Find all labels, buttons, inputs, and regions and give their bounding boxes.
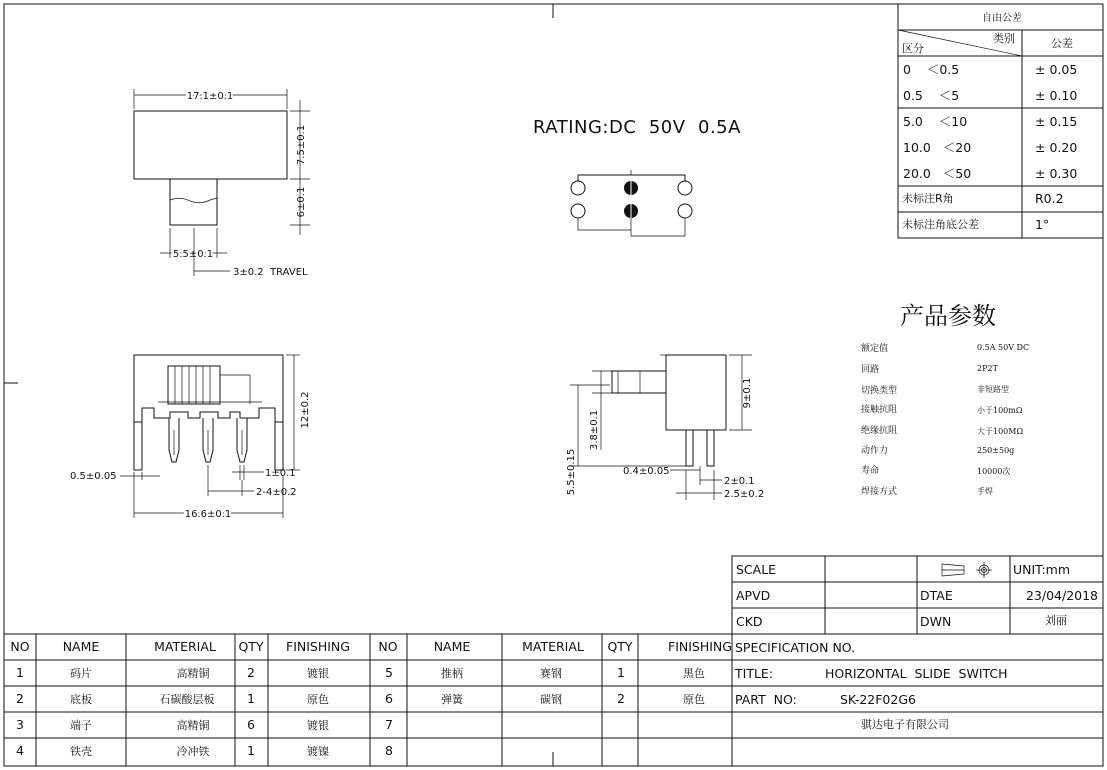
dim-side-h55: 5.5±0.15: [566, 448, 577, 496]
bom-cell: 1: [247, 743, 255, 758]
tol-value: R0.2: [1035, 191, 1064, 206]
tol-value: 1°: [1035, 217, 1050, 232]
dim-side-pin: 0.4±0.05: [623, 466, 670, 477]
bom-cell: 4: [16, 743, 24, 758]
bom-header: QTY: [607, 639, 633, 654]
dim-front-height: 12±0.2: [300, 391, 311, 429]
bom-cell: 端子: [70, 719, 92, 732]
dwn-label: DWN: [920, 614, 952, 629]
param-value: 大于100MΩ: [977, 427, 1024, 436]
bom-cell: 弹簧: [441, 693, 463, 706]
bom-cell: 黑色: [683, 667, 705, 680]
top-view: [134, 89, 310, 278]
part-label: PART NO:: [735, 692, 797, 707]
tol-range: 10.0 ＜20: [903, 140, 972, 155]
param-label: 焊接方式: [861, 487, 898, 497]
tolerance-header-category: 类别: [993, 32, 1015, 45]
dim-front-width: 16.6±0.1: [184, 509, 232, 520]
date-label: DTAE: [920, 588, 953, 603]
param-label: 绝缘抗阻: [861, 426, 898, 436]
param-value: 10000次: [977, 467, 1011, 476]
front-view: [70, 355, 311, 520]
bom-header: NO: [378, 639, 398, 654]
spec-label: SPECIFICATION NO.: [735, 640, 856, 655]
title-label: TITLE:: [735, 666, 774, 681]
bom-cell: 5: [385, 665, 393, 680]
bom-header: FINISHING: [286, 639, 350, 654]
bom-header: NO: [10, 639, 30, 654]
bom-header: MATERIAL: [522, 639, 584, 654]
scale-label: SCALE: [736, 562, 777, 577]
bom-cell: 2: [247, 665, 255, 680]
dim-top-width: 17.1±0.1: [186, 91, 234, 102]
bom-cell: 原色: [683, 693, 705, 706]
param-label: 接触抗阻: [861, 405, 898, 415]
tolerance-table: [898, 4, 1103, 238]
dim-actuator-width: 5.5±0.1: [172, 249, 214, 260]
param-label: 额定值: [861, 344, 889, 354]
bom-cell: 推柄: [441, 667, 463, 680]
dim-pin-thick: 0.5±0.05: [70, 471, 117, 482]
tol-value: ± 0.05: [1035, 62, 1078, 77]
bom-cell: 6: [247, 717, 255, 732]
bom-header: QTY: [238, 639, 264, 654]
bom-cell: 碳钢: [540, 693, 562, 706]
bom-cell: 高精铜: [176, 667, 210, 680]
param-value: 小于100mΩ: [977, 406, 1023, 415]
bom-cell: 底板: [70, 693, 92, 706]
dim-pin-width: 1±0.1: [265, 468, 296, 479]
side-view: [566, 355, 764, 500]
bom-cell: 1: [617, 665, 625, 680]
param-value: 250±50g: [977, 446, 1015, 455]
dim-actuator-height: 6±0.1: [296, 186, 307, 218]
tolerance-header-range: 区分: [902, 42, 924, 55]
tol-value: ± 0.20: [1035, 140, 1078, 155]
bom-cell: 冷冲铁: [176, 745, 210, 758]
rating-text: RATING:DC 50V 0.5A: [533, 117, 741, 138]
param-label: 切换类型: [861, 386, 898, 396]
part-value: SK-22F02G6: [840, 692, 916, 707]
bom-cell: 6: [385, 691, 393, 706]
param-value: 2P2T: [977, 364, 998, 373]
product-params: [861, 302, 1029, 497]
title-block: [732, 556, 1103, 766]
bom-cell: 8: [385, 743, 393, 758]
dim-side-w2: 2±0.1: [724, 476, 755, 487]
bom-header: FINISHING: [668, 639, 732, 654]
bom-table: [4, 634, 732, 766]
bom-cell: 2: [16, 691, 24, 706]
bom-header: MATERIAL: [154, 639, 216, 654]
bom-cell: 镀银: [307, 667, 329, 680]
bom-cell: 1: [247, 691, 255, 706]
param-value: 0.5A 50V DC: [977, 343, 1030, 352]
pin-schematic: [571, 170, 692, 236]
tol-range: 0 ＜0.5: [903, 62, 960, 77]
tol-value: ± 0.30: [1035, 166, 1078, 181]
param-value: 非短路型: [977, 385, 1009, 394]
tol-range: 未标注角底公差: [902, 218, 979, 231]
param-label: 寿命: [861, 466, 880, 476]
param-value: 手焊: [977, 487, 993, 496]
tol-range: 未标注R角: [902, 192, 954, 205]
param-label: 动作力: [861, 446, 889, 456]
tol-value: ± 0.15: [1035, 114, 1078, 129]
projection-symbol-icon: [942, 562, 992, 578]
ckd-label: CKD: [736, 614, 763, 629]
date-value: 23/04/2018: [1025, 588, 1098, 603]
dwn-value: 刘丽: [1045, 614, 1067, 627]
bom-cell: 赛钢: [540, 667, 562, 680]
unit-label: UNIT:mm: [1013, 562, 1071, 577]
tol-range: 5.0 ＜10: [903, 114, 968, 129]
tolerance-title: 自由公差: [982, 13, 1022, 24]
bom-cell: 7: [385, 717, 393, 732]
bom-cell: 高精铜: [176, 719, 210, 732]
bom-cell: 1: [16, 665, 24, 680]
dim-side-h9: 9±0.1: [742, 377, 753, 409]
bom-header: NAME: [433, 639, 471, 654]
bom-cell: 镀镍: [307, 745, 329, 758]
bom-cell: 原色: [307, 693, 329, 706]
dim-pin-pitch: 2-4±0.2: [256, 487, 297, 498]
tol-value: ± 0.10: [1035, 88, 1078, 103]
bom-cell: 铁壳: [70, 745, 92, 758]
company-name: 骐达电子有限公司: [861, 718, 949, 731]
bom-cell: 3: [16, 717, 24, 732]
apvd-label: APVD: [736, 588, 771, 603]
dim-travel: 3±0.2 TRAVEL: [233, 267, 308, 278]
dim-side-h38: 3.8±0.1: [589, 409, 600, 451]
bom-cell: 2: [617, 691, 625, 706]
bom-cell: 镀银: [307, 719, 329, 732]
tolerance-header-tol: 公差: [1051, 37, 1073, 50]
tol-range: 0.5 ＜5: [903, 88, 960, 103]
tol-range: 20.0 ＜50: [903, 166, 972, 181]
param-label: 回路: [861, 365, 880, 375]
title-value: HORIZONTAL SLIDE SWITCH: [825, 666, 1008, 681]
dim-side-w25: 2.5±0.2: [724, 489, 765, 500]
bom-cell: 码片: [70, 667, 92, 680]
dim-top-height: 7.5±0.1: [296, 124, 307, 166]
bom-cell: 石碳酸层板: [159, 693, 215, 706]
params-title: 产品参数: [900, 302, 996, 330]
bom-header: NAME: [62, 639, 100, 654]
